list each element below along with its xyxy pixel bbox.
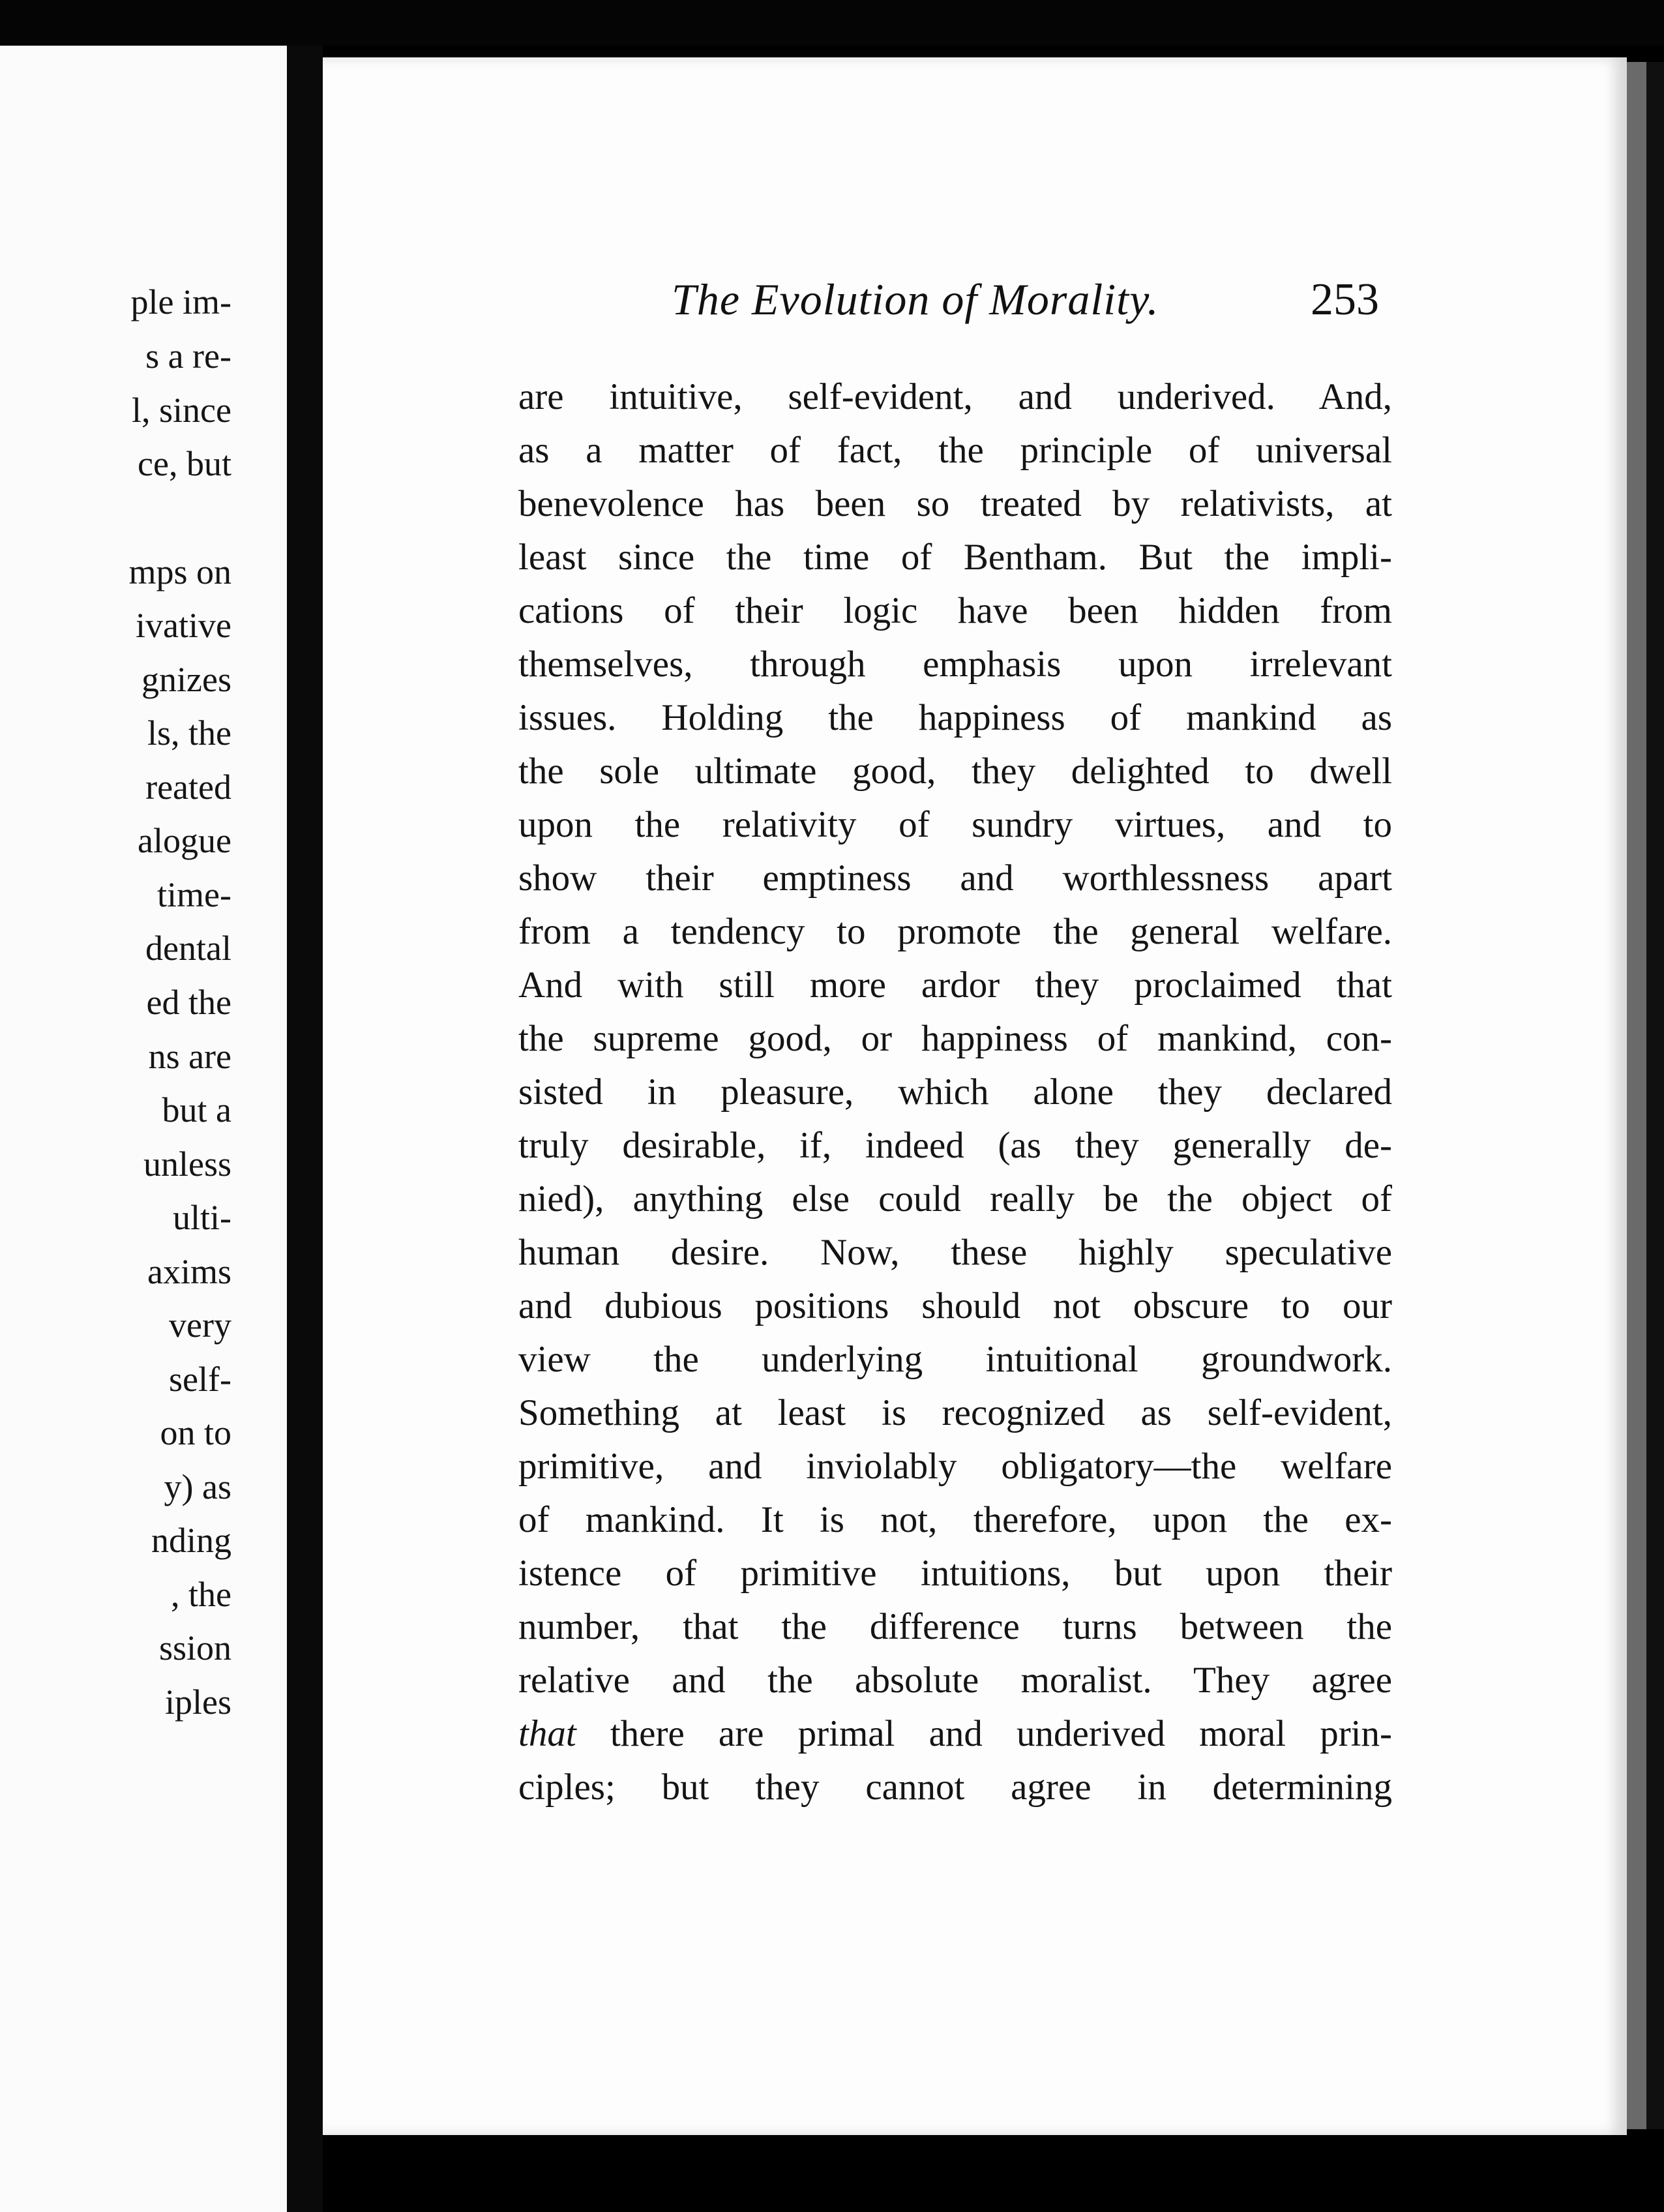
text-line: nied), anything else could really be the object of [518, 1178, 1392, 1219]
text-line: upon the relativity of sundry virtues, and to [518, 804, 1392, 845]
facing-page-line: alogue [138, 821, 231, 860]
facing-page-line: nding [151, 1521, 231, 1560]
text-line: relative and the absolute moralist. They agree [518, 1660, 1392, 1701]
facing-page-line: iples [165, 1682, 231, 1722]
facing-page-line: but a [162, 1090, 231, 1129]
facing-page-line: mps on [128, 552, 231, 591]
facing-page-line: l, since [132, 391, 231, 430]
facing-page-line: ce, but [138, 444, 231, 483]
running-head: The Evolution of Morality. [672, 275, 1159, 324]
facing-page-left [0, 46, 287, 2212]
body-paragraph [518, 370, 1392, 1814]
text-line: least since the time of Bentham. But the impli- [518, 537, 1392, 578]
text-line: Something at least is recognized as self-evident, [518, 1392, 1392, 1433]
facing-page-line: ple im- [130, 282, 231, 321]
text-line: And with still more ardor they proclaimed that [518, 964, 1392, 1006]
facing-page-line: ls, the [147, 713, 231, 753]
facing-page-line: , the [171, 1575, 231, 1614]
text-line: view the underlying intuitional groundwork. [518, 1339, 1392, 1380]
text-line: from a tendency to promote the general welfare. [518, 911, 1392, 952]
facing-page-line: ulti- [173, 1198, 231, 1237]
facing-page-line: dental [145, 929, 231, 968]
text-line: and dubious positions should not obscure to our [518, 1285, 1392, 1326]
text-line: the sole ultimate good, they delighted to dwell [518, 751, 1392, 792]
facing-page-line: very [169, 1306, 231, 1345]
italic-word: that [518, 1713, 576, 1754]
text-line: issues. Holding the happiness of mankind as [518, 697, 1392, 738]
text-line: as a matter of fact, the principle of universal [518, 430, 1392, 471]
facing-page-line: axims [147, 1252, 231, 1291]
facing-page-line: self- [169, 1360, 231, 1399]
text-line: ciples; but they cannot agree in determining [518, 1767, 1392, 1808]
text-line: number, that the difference turns between the [518, 1606, 1392, 1647]
text-line: istence of primitive intuitions, but upon their [518, 1553, 1392, 1594]
facing-page-line: gnizes [141, 660, 231, 699]
text-line: are intuitive, self-evident, and underived. And, [518, 376, 1392, 417]
text-line: the supreme good, or happiness of mankind, con- [518, 1018, 1392, 1059]
page-number: 253 [1311, 275, 1379, 325]
text-line: cations of their logic have been hidden from [518, 590, 1392, 631]
facing-page-line: time- [157, 875, 231, 914]
facing-page-line: s a re- [145, 336, 231, 376]
scan-right-border [1646, 62, 1664, 2129]
facing-page-line: ivative [136, 606, 231, 645]
facing-page-line: on to [160, 1413, 231, 1452]
text-line: benevolence has been so treated by relativists, at [518, 483, 1392, 524]
text-line: sisted in pleasure, which alone they declared [518, 1071, 1392, 1113]
facing-page-line: ssion [158, 1628, 231, 1667]
text-line-with-italic [518, 1707, 1392, 1761]
text-line: truly desirable, if, indeed (as they generally de- [518, 1125, 1392, 1166]
text-fragment: there are primal and underived moral prin- [576, 1713, 1392, 1754]
scan-top-border [0, 0, 1664, 46]
text-line: human desire. Now, these highly speculative [518, 1232, 1392, 1273]
text-line: primitive, and inviolably obligatory—the welfare [518, 1446, 1392, 1487]
facing-page-line: ed the [146, 983, 231, 1022]
facing-page-line: y) as [164, 1467, 231, 1506]
page-edge-shadow [1627, 62, 1646, 2129]
facing-page-line: reated [145, 768, 231, 807]
text-line: of mankind. It is not, therefore, upon the ex- [518, 1499, 1392, 1540]
text-line: themselves, through emphasis upon irrelevant [518, 644, 1392, 685]
text-line: show their emptiness and worthlessness apart [518, 858, 1392, 899]
facing-page-line: ns are [148, 1037, 231, 1076]
facing-page-line: unless [143, 1144, 231, 1184]
book-gutter [287, 46, 323, 2212]
